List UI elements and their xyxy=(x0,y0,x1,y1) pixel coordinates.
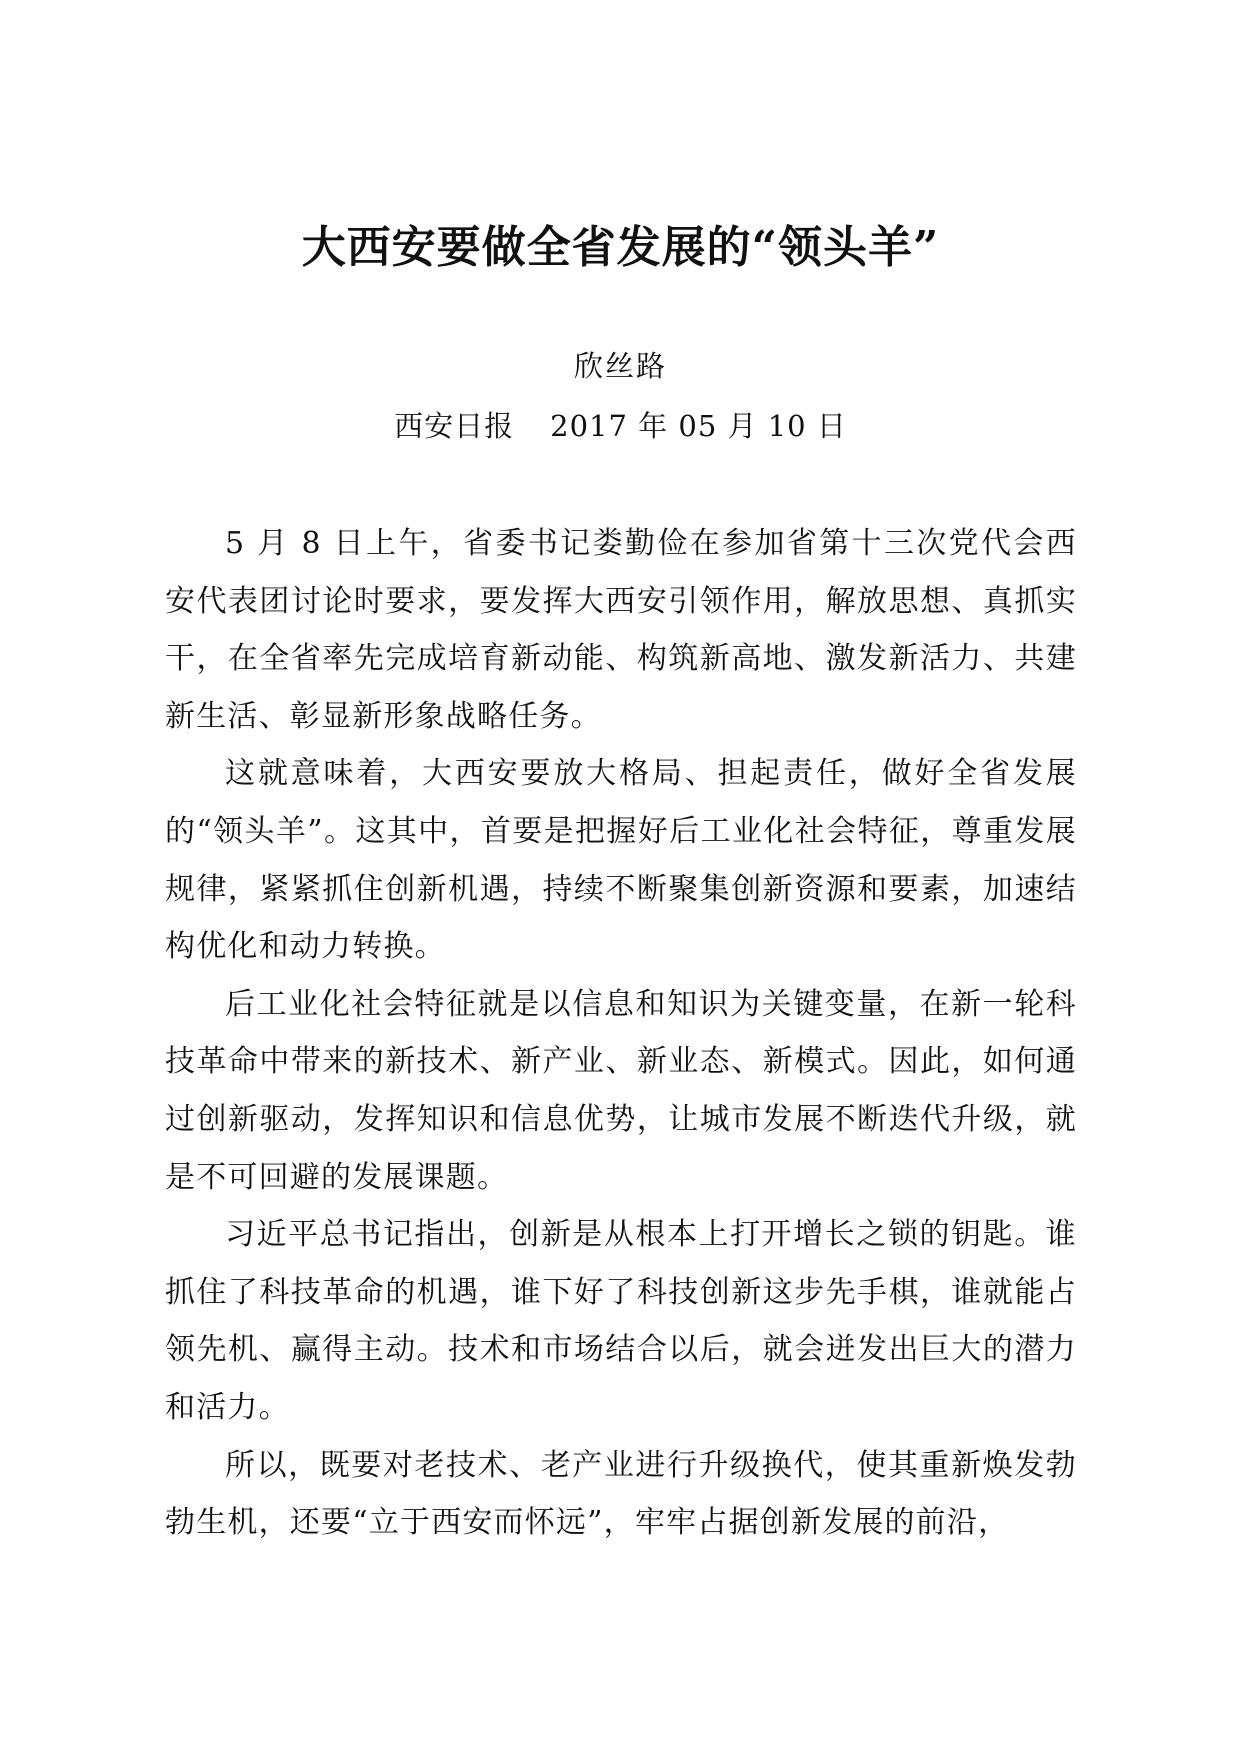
article-source-line xyxy=(0,406,1241,446)
paragraph-3: 后工业化社会特征就是以信息和知识为关键变量，在新一轮科技革命中带来的新技术、新产业、新业态、新模式。因此，如何通过创新驱动，发挥知识和信息优势，让城市发展不断迭代升级，就是不可回避的发展课题。 xyxy=(165,986,1077,1195)
paragraph-2: 这就意味着，大西安要放大格局、担起责任，做好全省发展的“领头羊”。这其中，首要是把握好后工业化社会特征，尊重发展规律，紧紧抓住创新机遇，持续不断聚集创新资源和要素，加速结构优化和动力转换。 xyxy=(165,756,1077,965)
paragraph-1: 5 月 8 日上午，省委书记娄勤俭在参加省第十三次党代会西安代表团讨论时要求，要发挥大西安引领作用，解放思想、真抓实干，在全省率先完成培育新动能、构筑新高地、激发新活力、共建新生活、彰显新形象战略任务。 xyxy=(165,526,1077,734)
article-date: 2017 年 05 月 10 日 xyxy=(550,409,847,443)
article-body xyxy=(165,515,1077,1552)
article-source: 西安日报 xyxy=(394,409,515,443)
article-title: 大西安要做全省发展的“领头羊” xyxy=(301,222,940,273)
paragraph-4: 习近平总书记指出，创新是从根本上打开增长之锁的钥匙。谁抓住了科技革命的机遇，谁下好了科技创新这步先手棋，谁就能占领先机、赢得主动。技术和市场结合以后，就会迸发出巨大的潜力和活力。 xyxy=(165,1217,1077,1425)
article-author: 欣丝路 xyxy=(573,349,667,383)
paragraph-5: 所以，既要对老技术、老产业进行升级换代，使其重新焕发勃勃生机，还要“立于西安而怀远”，牢牢占据创新发展的前沿， xyxy=(165,1447,1077,1541)
